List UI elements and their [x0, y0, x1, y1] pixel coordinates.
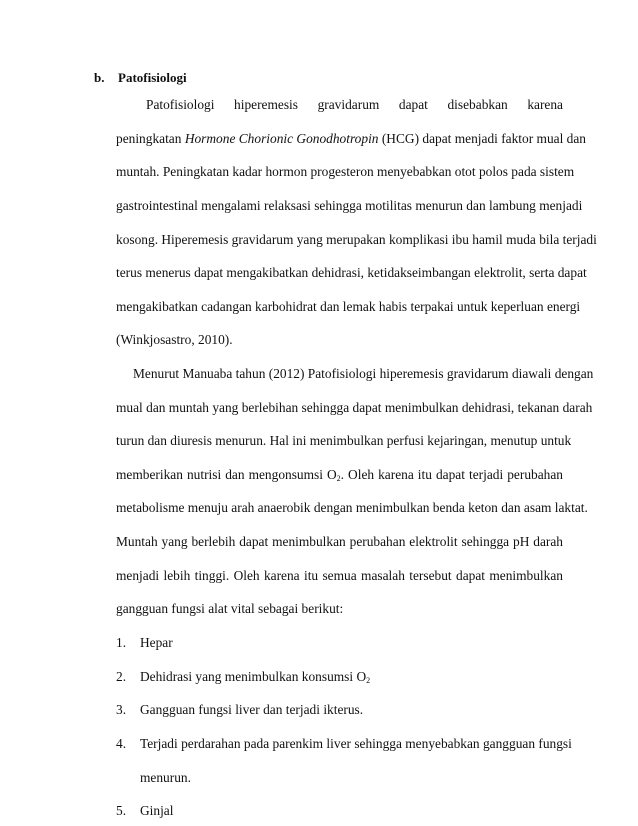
list-item [116, 803, 563, 819]
paragraph-line: kosong. Hiperemesis gravidarum yang merupakan komplikasi ibu hamil muda bila terjadi [116, 232, 597, 247]
paragraph-line: (Winkjosastro, 2010). [116, 332, 233, 347]
paragraph-line: metabolisme menuju arah anaerobik dengan menimbulkan benda keton dan asam laktat. [116, 500, 588, 515]
paragraph-line: mengakibatkan cadangan karbohidrat dan lemak habis terpakai untuk keperluan energi [116, 299, 581, 314]
text-span: . Oleh karena itu dapat terjadi perubahan [340, 467, 563, 482]
list-number: 5. [116, 803, 127, 818]
paragraph-line: turun dan diuresis menurun. Hal ini menimbulkan perfusi kejaringan, menutup untuk [116, 433, 572, 448]
list-text: Terjadi perdarahan pada parenkim liver sehingga menyebabkan gangguan fungsi [140, 736, 572, 751]
text-span: memberikan nutrisi dan mengonsumsi O [116, 467, 337, 482]
list-number: 4. [116, 736, 127, 751]
list-text: Ginjal [140, 803, 174, 818]
paragraph-line: menjadi lebih tinggi. Oleh karena itu semua masalah tersebut dapat menimbulkan [116, 568, 563, 583]
section-title: Patofisiologi [118, 70, 187, 85]
paragraph-line [116, 467, 563, 487]
paragraph-line: gangguan fungsi alat vital sebagai berikut: [116, 601, 344, 616]
paragraph-line [116, 131, 586, 147]
list-item-continuation: menurun. [140, 770, 191, 785]
subscript: 2 [336, 474, 341, 483]
paragraph-line: terus menerus dapat mengakibatkan dehidrasi, ketidakseimbangan elektrolit, serta dapat [116, 265, 587, 280]
text-span: (HCG) dapat menjadi faktor mual dan [381, 131, 586, 146]
text-span: peningkatan [116, 131, 182, 146]
list-text: Gangguan fungsi liver dan terjadi ikterus. [140, 702, 364, 717]
list-text: Dehidrasi yang menimbulkan konsumsi O [140, 669, 367, 684]
list-item [116, 702, 563, 718]
list-item [116, 635, 563, 651]
paragraph-line: muntah. Peningkatan kadar hormon progesteron menyebabkan otot polos pada sistem [116, 164, 575, 179]
subscript: 2 [366, 676, 371, 685]
list-text: Hepar [140, 635, 173, 650]
paragraph-line: Patofisiologi hiperemesis gravidarum dapat disebabkan karena [146, 97, 563, 112]
paragraph-line: gastrointestinal mengalami relaksasi sehingga motilitas menurun dan lambung menjadi [116, 198, 583, 213]
list-item [116, 736, 572, 752]
paragraph-line: Muntah yang berlebih dapat menimbulkan perubahan elektrolit sehingga pH darah [116, 534, 563, 549]
paragraph-line: Menurut Manuaba tahun (2012) Patofisiologi hiperemesis gravidarum diawali dengan [133, 366, 594, 381]
list-number: 1. [116, 635, 127, 650]
section-letter: b. [94, 70, 105, 85]
list-number: 3. [116, 702, 127, 717]
italic-term: Hormone Chorionic Gonodhotropin [184, 131, 379, 146]
section-heading [94, 70, 187, 86]
list-item [116, 669, 563, 689]
list-number: 2. [116, 669, 127, 684]
paragraph-line: mual dan muntah yang berlebihan sehingga dapat menimbulkan dehidrasi, tekanan darah [116, 400, 593, 415]
